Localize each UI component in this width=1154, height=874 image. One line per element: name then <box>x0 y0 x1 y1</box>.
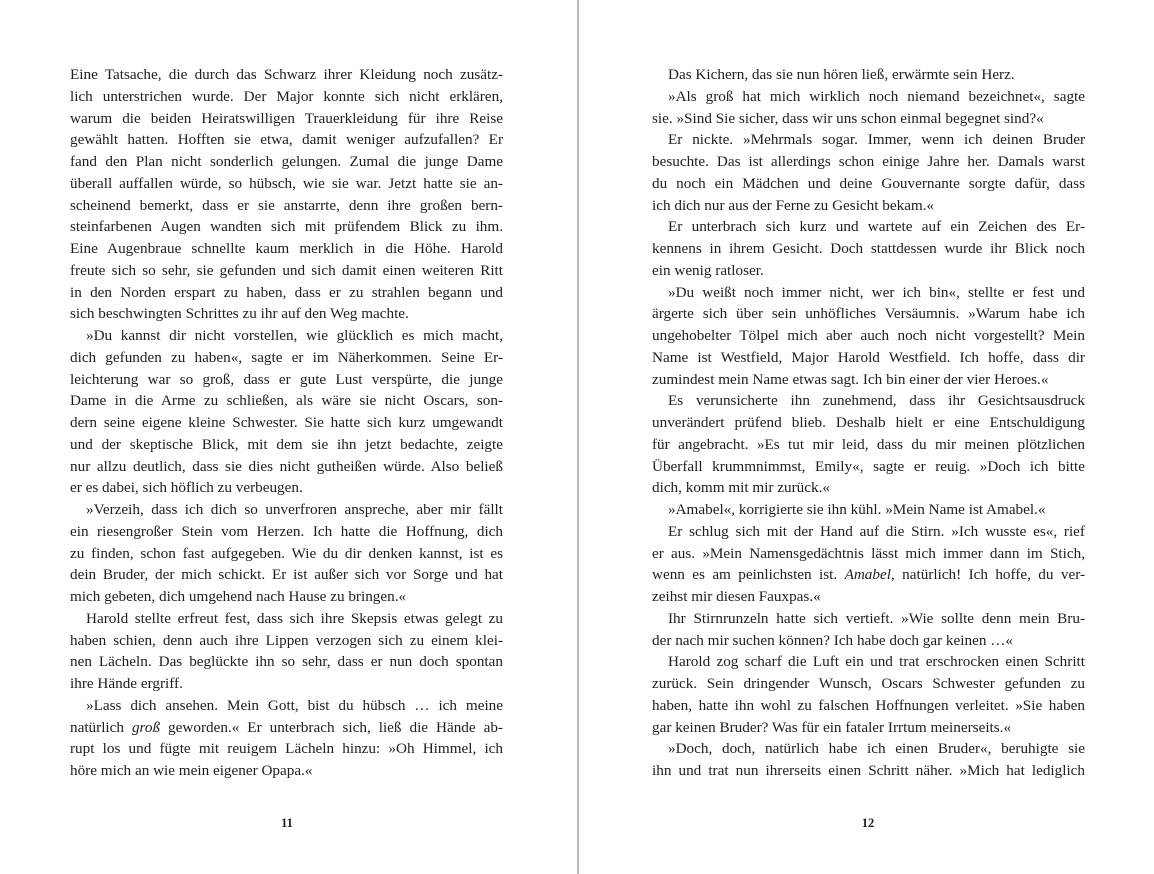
text-segment: und der skeptische Blick, mit dem sie ihn jetzt bedachte, zeigte <box>70 435 503 453</box>
text-line <box>70 630 503 652</box>
right-page-text <box>652 64 1085 782</box>
text-line <box>652 434 1085 456</box>
text-line <box>70 695 503 717</box>
text-line <box>70 456 503 478</box>
text-segment: Er schlug sich mit der Hand auf die Stirn. »Ich wusste es«, rief <box>668 522 1085 540</box>
text-segment: geworden.« Er unterbrach sich, ließ die Hände ab- <box>160 718 503 736</box>
italic-text-segment: Amabel <box>844 566 891 584</box>
text-line <box>652 260 1085 282</box>
text-line <box>70 369 503 391</box>
text-segment: Ihr Stirnrunzeln hatte sich vertieft. »Wie sollte denn mein Bru- <box>668 609 1085 627</box>
text-segment: nur allzu deutlich, dass sie dies nicht gutheißen würde. Also beließ <box>70 457 503 475</box>
text-line <box>70 325 503 347</box>
text-line <box>70 651 503 673</box>
text-segment: höre mich an wie mein eigener Opapa.« <box>70 762 313 779</box>
text-segment: überall auffallen würde, so hübsch, wie sie war. Jetzt hatte sie an- <box>70 174 503 192</box>
text-segment: warum die beiden Heiratswilligen Trauerkleidung für ihre Reise <box>70 109 503 127</box>
text-line <box>70 477 503 499</box>
text-segment: freute sich so sehr, sie gefunden und sich damit einen weiteren Ritt <box>70 261 503 279</box>
text-line <box>70 151 503 173</box>
text-line <box>652 108 1085 130</box>
text-segment: haben schien, denn auch ihre Lippen verzogen sich zu einem klei- <box>70 631 503 649</box>
text-segment: scheinend bemerkt, dass er sie anstarrte, denn ihre großen bern- <box>70 196 503 214</box>
text-segment: »Doch, doch, natürlich habe ich einen Bruder«, beruhigte sie <box>668 740 1085 758</box>
text-segment: ungehobelter Tölpel mich aber auch noch nicht vorgestellt? Mein <box>652 327 1085 344</box>
text-line <box>70 738 503 760</box>
text-line <box>652 717 1085 739</box>
text-line <box>652 673 1085 695</box>
text-segment: steinfarbenen Augen wandten sich mit prüfendem Blick zu ihm. <box>70 218 503 236</box>
text-line <box>652 64 1085 86</box>
text-segment: Eine Tatsache, die durch das Schwarz ihrer Kleidung noch zusätz- <box>70 66 503 83</box>
text-segment: rupt los und fügte mit reuigem Lächeln hinzu: »Oh Himmel, ich <box>70 740 503 758</box>
page-number-right: 12 <box>861 816 875 830</box>
text-line <box>70 564 503 586</box>
text-segment: in den Norden erspart zu haben, dass er zu strahlen begann und <box>70 283 503 301</box>
text-segment: ihn und trat nun ihrerseits einen Schritt näher. »Mich hat lediglich <box>652 762 1085 779</box>
text-segment: Das Kichern, das sie nun hören ließ, erwärmte sein Herz. <box>668 66 1015 83</box>
text-line <box>70 195 503 217</box>
text-segment: zurück. Sein dringender Wunsch, Oscars Schwester gefunden zu <box>652 675 1085 692</box>
text-line <box>652 521 1085 543</box>
text-segment: ein wenig ratloser. <box>652 261 764 279</box>
text-line <box>652 608 1085 630</box>
text-line <box>652 760 1085 782</box>
text-segment: der nach mir suchen können? Ich habe doch gar keinen …« <box>652 631 1013 649</box>
text-line <box>70 434 503 456</box>
text-segment: zeihst mir diesen Fauxpas.« <box>652 588 821 605</box>
text-line <box>70 303 503 325</box>
text-line <box>652 586 1085 608</box>
text-segment: ärgerte sich über sein unhöfliches Versäumnis. »Warum habe ich <box>652 305 1085 323</box>
text-segment: dein Bruder, der mich schickt. Er ist außer sich vor Sorge und hat <box>70 566 503 584</box>
text-line <box>652 543 1085 565</box>
text-segment: fand den Plan nicht sonderlich gelungen. Zumal die junge Dame <box>70 153 503 170</box>
text-line <box>70 86 503 108</box>
text-segment: lich unterstrichen wurde. Der Major konnte sich nicht erklären, <box>70 87 503 105</box>
text-line <box>652 412 1085 434</box>
text-segment: besuchte. Das ist allerdings schon einige Jahre her. Damals warst <box>652 153 1085 170</box>
text-line <box>70 543 503 565</box>
text-line <box>652 390 1085 412</box>
text-line <box>70 673 503 695</box>
text-segment: Harold stellte erfreut fest, dass sich ihre Skepsis etwas gelegt zu <box>86 609 503 627</box>
text-segment: Er nickte. »Mehrmals sogar. Immer, wenn ich deinen Bruder <box>668 131 1085 149</box>
text-segment: sich beschwingten Schrittes zu ihr auf den Weg machte. <box>70 305 409 323</box>
text-segment: haben, hatte ihn wohl zu falschen Hoffnungen verleitet. »Sie haben <box>652 696 1085 714</box>
text-segment: natürlich <box>70 718 132 736</box>
text-line <box>70 282 503 304</box>
text-line <box>70 216 503 238</box>
text-line <box>652 238 1085 260</box>
text-line <box>70 260 503 282</box>
text-segment: dich gefunden zu haben«, sagte er im Näherkommen. Seine Er- <box>70 348 503 366</box>
text-segment: leichterung war so groß, dass er gute Lust verspürte, die junge <box>70 370 503 388</box>
text-segment: »Lass dich ansehen. Mein Gott, bist du hübsch … ich meine <box>86 696 503 714</box>
text-segment: zumindest mein Name etwas sagt. Ich bin einer der vier Heroes.« <box>652 370 1049 388</box>
text-segment: »Du weißt noch immer nicht, wer ich bin«, stellte er fest und <box>668 283 1085 301</box>
text-line <box>70 717 503 739</box>
text-segment: du noch ein Mädchen und deine Gouvernante sorgte dafür, dass <box>652 174 1085 192</box>
text-line <box>652 325 1085 347</box>
text-segment: er aus. »Mein Namensgedächtnis lässt mich immer dann im Stich, <box>652 544 1085 562</box>
text-line <box>70 412 503 434</box>
text-line <box>652 282 1085 304</box>
text-segment: er es dabei, sich höflich zu verbeugen. <box>70 479 303 497</box>
text-line <box>652 695 1085 717</box>
text-segment: »Amabel«, korrigierte sie ihn kühl. »Mein Name ist Amabel.« <box>668 501 1046 518</box>
text-segment: unverändert prüfend blieb. Deshalb hielt er eine Entschuldigung <box>652 414 1085 431</box>
text-line <box>652 86 1085 108</box>
text-segment: zu finden, schon fast aufgegeben. Wie du dir denken kannst, ist es <box>70 544 503 562</box>
text-segment: Es verunsicherte ihn zunehmend, dass ihr Gesichtsausdruck <box>668 392 1085 410</box>
text-line <box>70 108 503 130</box>
text-segment: gewählt hatten. Hofften sie etwa, damit weniger aufzufallen? Er <box>70 131 503 149</box>
text-segment: Harold zog scharf die Luft ein und trat erschrocken einen Schritt <box>668 653 1085 671</box>
text-segment: Name ist Westfield, Major Harold Westfield. Ich hoffe, dass dir <box>652 348 1085 366</box>
italic-text-segment: groß <box>131 718 161 736</box>
text-line <box>652 630 1085 652</box>
text-line <box>652 651 1085 673</box>
page-number-left: 11 <box>281 816 293 830</box>
text-line <box>70 760 503 782</box>
text-line <box>652 564 1085 586</box>
text-line <box>652 456 1085 478</box>
text-line <box>652 151 1085 173</box>
text-line <box>70 586 503 608</box>
text-line <box>70 64 503 86</box>
text-segment: »Du kannst dir nicht vorstellen, wie glücklich es mich macht, <box>86 327 503 344</box>
text-line <box>652 738 1085 760</box>
text-line <box>652 369 1085 391</box>
left-page-text <box>70 64 503 782</box>
text-segment: mich gebeten, dich umgehend nach Hause zu bringen.« <box>70 588 407 605</box>
text-line <box>652 195 1085 217</box>
text-line <box>652 173 1085 195</box>
text-line <box>652 477 1085 499</box>
text-line <box>652 303 1085 325</box>
text-segment: dern seine eigene kleine Schwester. Sie hatte sich kurz umgewandt <box>70 414 503 431</box>
text-segment: »Als groß hat mich wirklich noch niemand bezeichnet«, sagte <box>668 87 1085 105</box>
text-segment: dich, komm mit mir zurück.« <box>652 479 831 497</box>
text-segment: Er unterbrach sich kurz und wartete auf ein Zeichen des Er- <box>668 218 1085 236</box>
text-segment: Dame in die Arme zu schließen, als wäre sie nicht Oscars, son- <box>70 392 503 410</box>
text-segment: ihre Hände ergriff. <box>70 675 183 692</box>
text-line <box>652 129 1085 151</box>
text-segment: wenn es am peinlichsten ist. <box>652 566 845 584</box>
text-segment: ein riesengroßer Stein vom Herzen. Ich hatte die Hoffnung, dich <box>70 522 503 540</box>
page-gutter <box>577 0 579 874</box>
text-line <box>70 129 503 151</box>
text-segment: ich dich nur aus der Ferne zu Gesicht bekam.« <box>652 196 935 214</box>
text-segment: für angebracht. »Es tut mir leid, dass du mir meinen plötzlichen <box>652 435 1085 453</box>
text-segment: , natürlich! Ich hoffe, du ver- <box>890 566 1085 584</box>
text-line <box>70 347 503 369</box>
text-line <box>652 499 1085 521</box>
text-segment: sie. »Sind Sie sicher, dass wir uns schon einmal begegnet sind?« <box>652 109 1044 127</box>
text-segment: »Verzeih, dass ich dich so unverfroren anspreche, aber mir fällt <box>86 501 503 518</box>
text-line <box>70 173 503 195</box>
text-line <box>652 216 1085 238</box>
text-line <box>70 390 503 412</box>
text-segment: kennens in ihrem Gesicht. Doch stattdessen wurde ihr Blick noch <box>652 240 1085 257</box>
text-segment: Überfall krummnimmst, Emily«, sagte er reuig. »Doch ich bitte <box>652 457 1085 475</box>
text-line <box>70 499 503 521</box>
text-line <box>70 521 503 543</box>
text-segment: gar keinen Bruder? Was für ein fataler Irrtum meinerseits.« <box>652 718 1012 736</box>
text-segment: Eine Augenbraue schnellte kaum merklich in die Höhe. Harold <box>70 240 503 257</box>
text-segment: nen Lächeln. Das beglückte ihn so sehr, dass er nun doch spontan <box>70 653 503 671</box>
text-line <box>70 608 503 630</box>
text-line <box>652 347 1085 369</box>
text-line <box>70 238 503 260</box>
